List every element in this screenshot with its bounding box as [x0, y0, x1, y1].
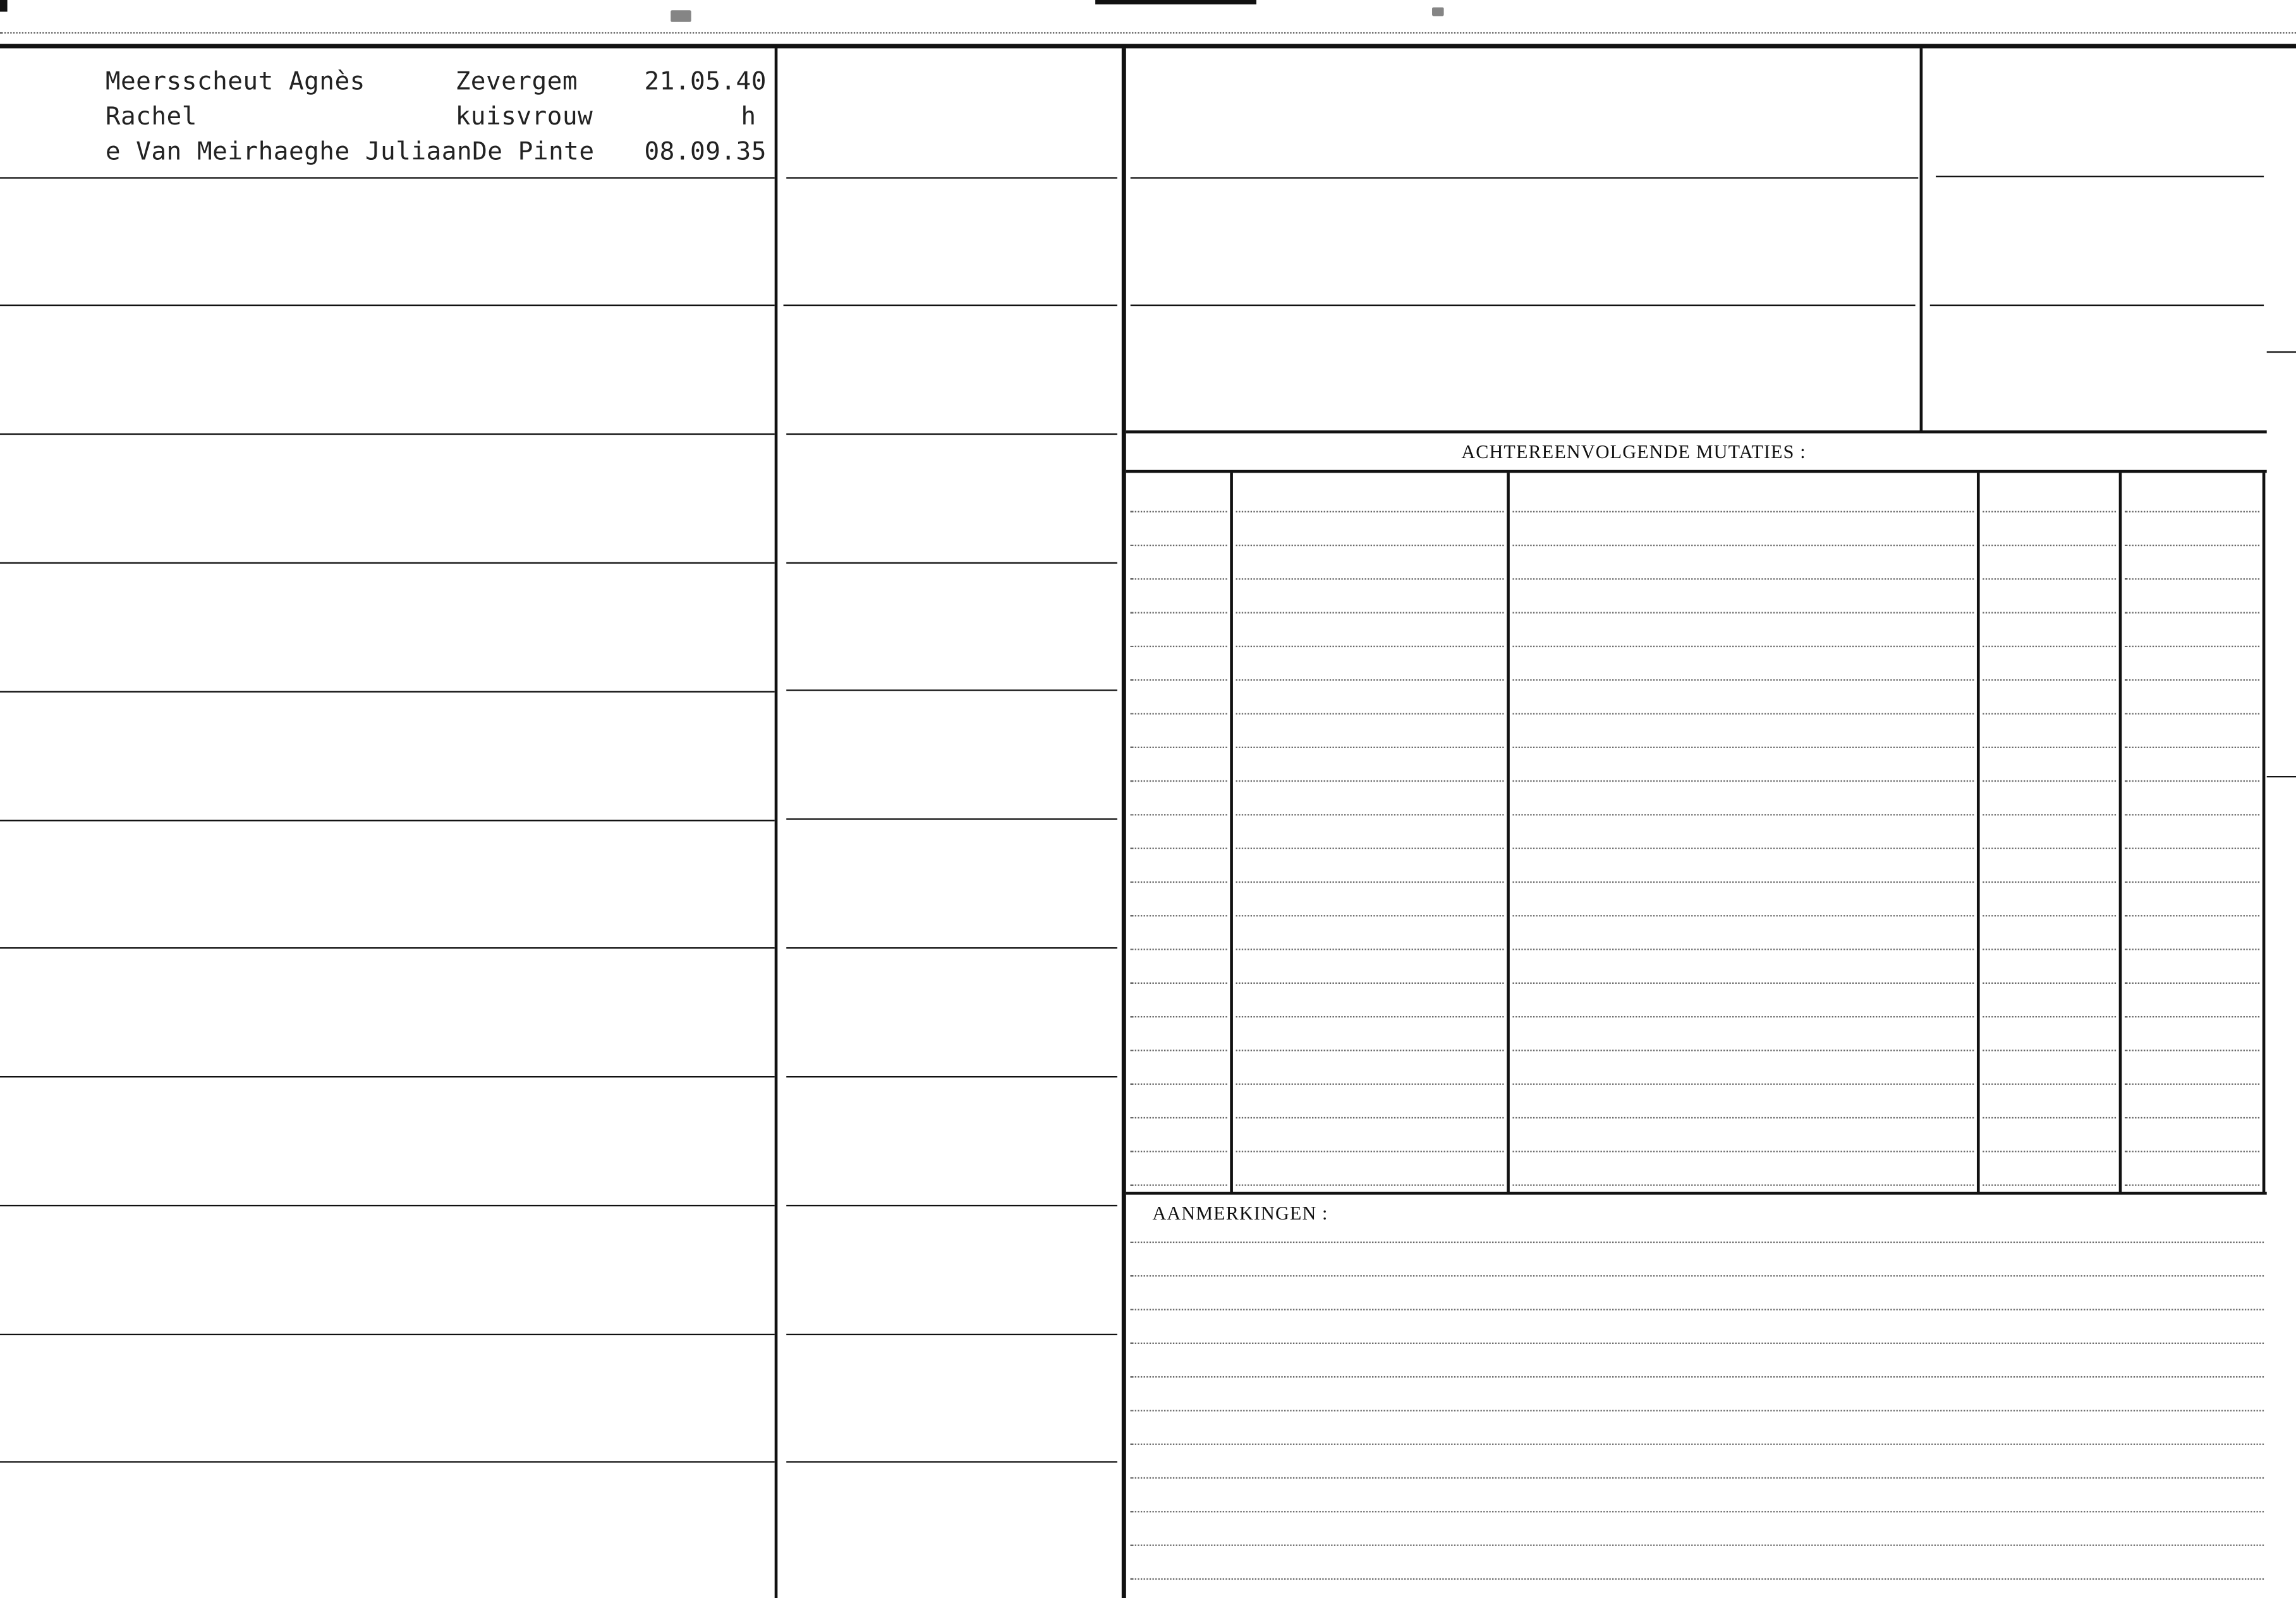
mutations-row-line: [2125, 881, 2259, 883]
remarks-row-line: [1131, 1578, 2264, 1580]
entry-name-line2: Rachel: [105, 102, 197, 132]
mutations-row-line: [1983, 713, 2116, 714]
mutations-row-line: [1512, 948, 1974, 950]
mutations-row-line: [1131, 612, 1227, 614]
mutations-row-line: [1236, 511, 1504, 512]
mutations-row-line: [1236, 1151, 1504, 1152]
mutations-row-line: [1131, 948, 1227, 950]
margin-tick: [2267, 351, 2296, 353]
right-upper-divider: [1920, 48, 1923, 432]
mutations-row-line: [1236, 915, 1504, 916]
mutations-row-line: [1983, 915, 2116, 916]
entry-name-line1: Meersscheut Agnès: [105, 67, 365, 97]
mutations-row-line: [1131, 511, 1227, 512]
mutations-row-line: [1983, 1117, 2116, 1118]
mutations-row-line: [1131, 1184, 1227, 1185]
mutations-row-line: [1512, 848, 1974, 849]
entry-name-line3: e Van Meirhaeghe JuliaanDe Pinte: [105, 137, 595, 167]
mutations-row-line: [1983, 1184, 2116, 1185]
mutations-bottom-border: [1126, 1192, 2267, 1195]
mutations-row-line: [1131, 881, 1227, 883]
center-column-divider: [1122, 48, 1126, 1598]
mutations-row-line: [2125, 1084, 2259, 1085]
mutations-title: ACHTEREENVOLGENDE MUTATIES :: [1461, 440, 1806, 463]
entry-date-line3: 08.09.35: [644, 137, 767, 167]
mutations-row-line: [1512, 983, 1974, 984]
mutations-row-line: [1512, 545, 1974, 546]
mutations-row-line: [1512, 679, 1974, 681]
mutations-row-line: [1983, 612, 2116, 614]
mutations-row-line: [2125, 915, 2259, 916]
mutations-row-line: [2125, 1117, 2259, 1118]
remarks-title: AANMERKINGEN :: [1152, 1202, 1328, 1225]
mutations-row-line: [1983, 881, 2116, 883]
mutations-row-line: [1983, 1151, 2116, 1152]
mutations-row-line: [1512, 814, 1974, 815]
mutations-col-divider: [2119, 473, 2122, 1192]
remarks-row-line: [1131, 1376, 2264, 1377]
mutations-row-line: [2125, 1151, 2259, 1152]
right-upper-line: [1131, 177, 1919, 178]
mutations-row-line: [1512, 578, 1974, 579]
margin-tick: [2267, 776, 2296, 777]
mutations-row-line: [1236, 780, 1504, 782]
mutations-row-line: [1236, 545, 1504, 546]
remarks-row-line: [1131, 1444, 2264, 1445]
mutations-row-line: [2125, 1184, 2259, 1185]
mutations-row-line: [1983, 646, 2116, 647]
mutations-row-line: [1512, 1016, 1974, 1017]
mutations-row-line: [2125, 747, 2259, 748]
mutations-top-border: [1126, 430, 2267, 433]
mutations-row-line: [1236, 1117, 1504, 1118]
right-upper-line: [1131, 305, 1916, 306]
mutations-row-line: [1131, 1050, 1227, 1051]
mutations-row-line: [1512, 1050, 1974, 1051]
mutations-row-line: [1236, 612, 1504, 614]
mutations-row-line: [1236, 747, 1504, 748]
mutations-row-line: [1512, 1117, 1974, 1118]
mutations-row-line: [2125, 612, 2259, 614]
top-border-line: [0, 44, 2296, 49]
mutations-row-line: [2125, 679, 2259, 681]
mutations-row-line: [1512, 1084, 1974, 1085]
remarks-row-line: [1131, 1511, 2264, 1512]
mutations-header-rule: [1126, 470, 2267, 473]
mutations-row-line: [1131, 915, 1227, 916]
remarks-row-line: [1131, 1343, 2264, 1344]
mutations-row-line: [1236, 983, 1504, 984]
mutations-row-line: [2125, 983, 2259, 984]
remarks-row-line: [1131, 1544, 2264, 1546]
left-column-divider: [775, 48, 778, 1598]
mutations-row-line: [1131, 1084, 1227, 1085]
mutations-row-line: [1236, 1050, 1504, 1051]
remarks-row-line: [1131, 1242, 2264, 1243]
mutations-row-line: [2125, 814, 2259, 815]
mutations-col-divider: [1977, 473, 1980, 1192]
mutations-row-line: [2125, 780, 2259, 782]
mutations-row-line: [1131, 1151, 1227, 1152]
mutations-col-divider: [1507, 473, 1510, 1192]
mutations-row-line: [1512, 1184, 1974, 1185]
mutations-row-line: [1236, 1016, 1504, 1017]
mutations-row-line: [2125, 578, 2259, 579]
mutations-row-line: [1131, 679, 1227, 681]
mutations-row-line: [1131, 1016, 1227, 1017]
mutations-row-line: [1131, 747, 1227, 748]
mutations-row-line: [1131, 578, 1227, 579]
mutations-row-line: [1236, 814, 1504, 815]
mutations-row-line: [1512, 646, 1974, 647]
right-upper-line: [1930, 305, 2264, 306]
mutations-row-line: [1983, 814, 2116, 815]
mutations-row-line: [1236, 679, 1504, 681]
top-scan-edge: [0, 32, 2296, 33]
mutations-row-line: [1512, 1151, 1974, 1152]
mutations-row-line: [1983, 948, 2116, 950]
mutations-row-line: [1512, 511, 1974, 512]
mutations-row-line: [2125, 713, 2259, 714]
mutations-row-line: [1131, 848, 1227, 849]
mutations-row-line: [1236, 713, 1504, 714]
mutations-col-divider: [1230, 473, 1233, 1192]
mutations-row-line: [1983, 1084, 2116, 1085]
entry-date-line1: 21.05.40: [644, 67, 767, 97]
mutations-row-line: [1512, 915, 1974, 916]
mutations-row-line: [2125, 948, 2259, 950]
mutations-row-line: [1236, 646, 1504, 647]
remarks-row-line: [1131, 1309, 2264, 1310]
mutations-row-line: [1131, 713, 1227, 714]
mutations-row-line: [1236, 881, 1504, 883]
mutations-row-line: [1236, 948, 1504, 950]
mutations-row-line: [1131, 646, 1227, 647]
mutations-row-line: [1512, 881, 1974, 883]
mutations-row-line: [1983, 780, 2116, 782]
mutations-row-line: [1983, 848, 2116, 849]
mutations-row-line: [1236, 1184, 1504, 1185]
mutations-row-line: [1236, 1084, 1504, 1085]
mutations-row-line: [1983, 983, 2116, 984]
mutations-row-line: [2125, 511, 2259, 512]
scan-speck: [671, 10, 691, 22]
mutations-row-line: [2125, 848, 2259, 849]
mutations-row-line: [1983, 747, 2116, 748]
mutations-row-line: [1983, 578, 2116, 579]
right-upper-line: [1936, 176, 2264, 177]
mutations-row-line: [2125, 646, 2259, 647]
mutations-row-line: [1983, 1016, 2116, 1017]
remarks-row-line: [1131, 1477, 2264, 1479]
mutations-row-line: [1512, 713, 1974, 714]
mutations-row-line: [2125, 1050, 2259, 1051]
mutations-row-line: [1131, 814, 1227, 815]
mutations-row-line: [1512, 747, 1974, 748]
mutations-row-line: [1131, 983, 1227, 984]
mutations-row-line: [1236, 848, 1504, 849]
entry-occupation: kuisvrouw: [455, 102, 593, 132]
mutations-row-line: [1983, 1050, 2116, 1051]
scan-speck: [1432, 8, 1444, 16]
mutations-row-line: [1236, 578, 1504, 579]
mutations-row-line: [1131, 545, 1227, 546]
mutations-row-line: [1983, 679, 2116, 681]
mutations-row-line: [1983, 545, 2116, 546]
mutations-row-line: [1512, 612, 1974, 614]
mutations-row-line: [2125, 545, 2259, 546]
entry-place-line1: Zevergem: [455, 67, 578, 97]
entry-date-line2: h: [741, 102, 756, 132]
corner-mark: [0, 0, 8, 12]
mutations-row-line: [1131, 1117, 1227, 1118]
remarks-row-line: [1131, 1275, 2264, 1276]
mutations-row-line: [1512, 780, 1974, 782]
mutations-right-border: [2263, 473, 2266, 1192]
mutations-row-line: [1131, 780, 1227, 782]
top-edge-mark: [1095, 0, 1256, 4]
mutations-row-line: [2125, 1016, 2259, 1017]
mutations-row-line: [1983, 511, 2116, 512]
remarks-row-line: [1131, 1410, 2264, 1411]
